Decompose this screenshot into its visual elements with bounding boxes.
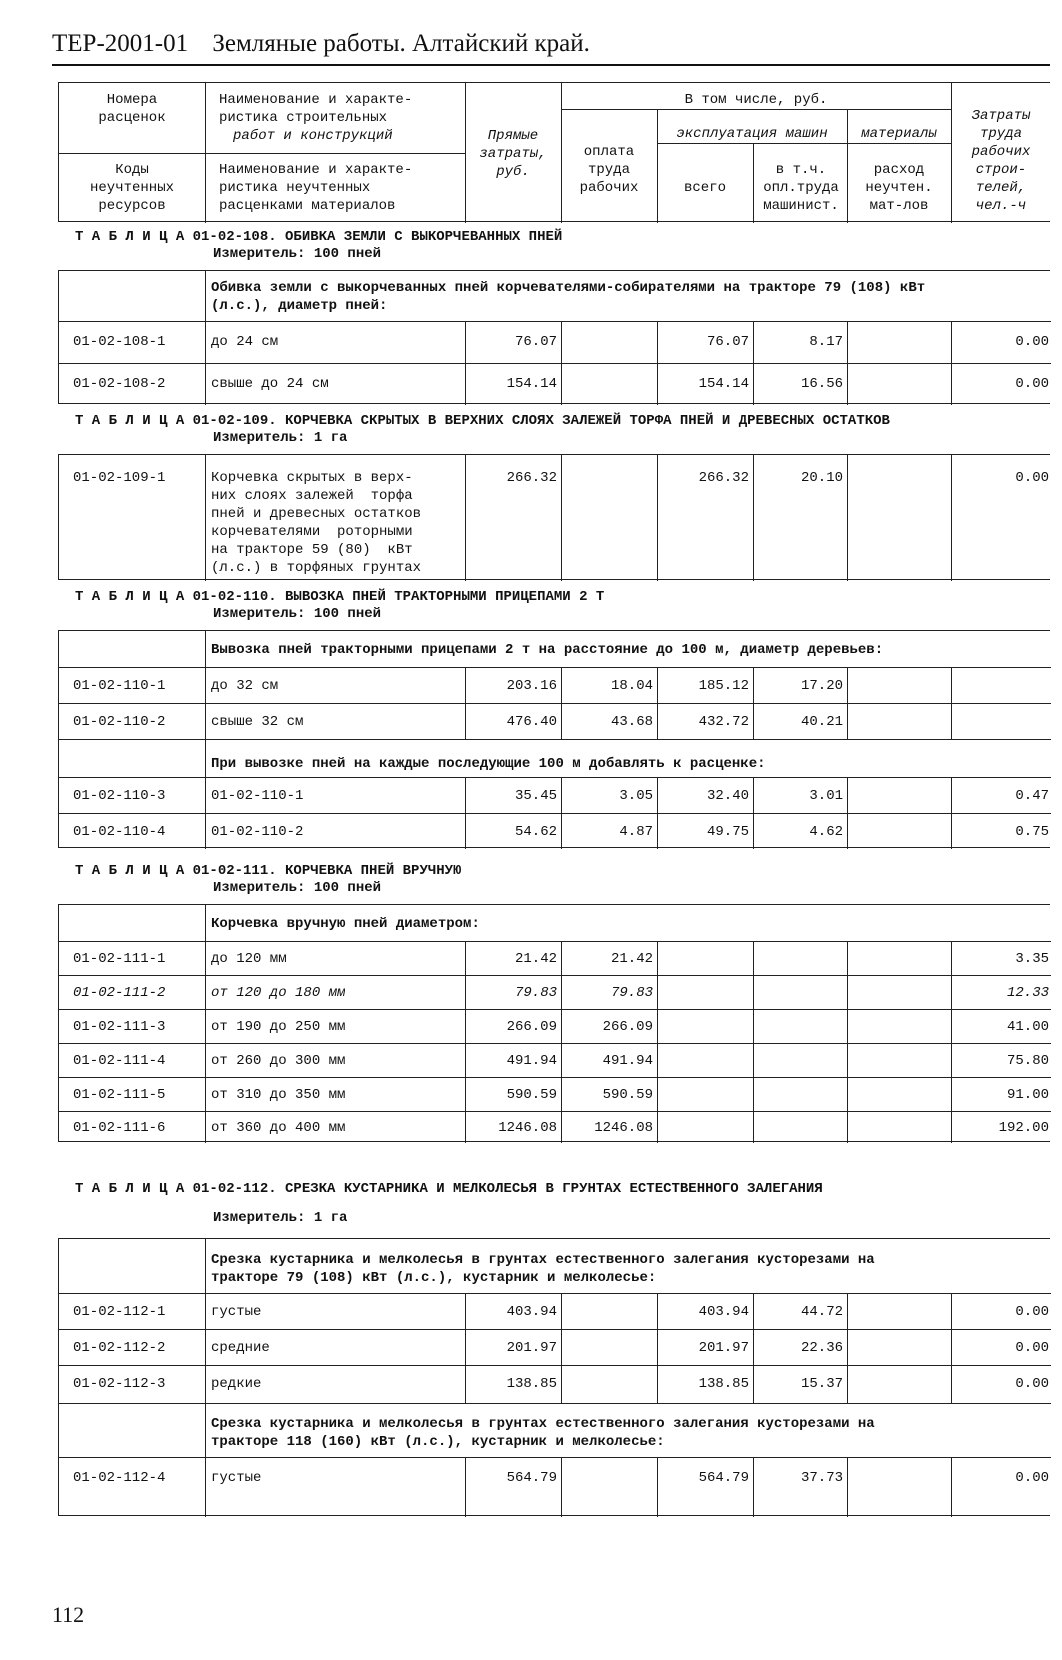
- rate-code: 01-02-112-3: [73, 1376, 166, 1392]
- direct-costs: 76.07: [514, 334, 557, 350]
- table-measure-111: Измеритель: 100 пней: [213, 880, 382, 896]
- rate-code: 01-02-112-2: [73, 1340, 166, 1356]
- rate-code: 01-02-112-4: [73, 1470, 166, 1486]
- labor-pay: 43.68: [610, 714, 653, 730]
- rate-code: 01-02-110-3: [73, 788, 166, 804]
- work-name: средние: [211, 1340, 270, 1356]
- work-name: до 24 см: [211, 334, 279, 350]
- header-machine-total: всего: [683, 180, 726, 196]
- direct-costs: 403.94: [506, 1304, 557, 1320]
- document-code: ТЕР-2001-01: [52, 30, 189, 57]
- direct-costs: 266.09: [506, 1019, 557, 1035]
- work-name: густые: [211, 1304, 262, 1320]
- labor-hours: 0.00: [1015, 1304, 1049, 1320]
- group-title: Вывозка пней тракторными прицепами 2 т на расстояние до 100 м, диаметр деревьев:: [211, 642, 884, 658]
- direct-costs: 79.83: [514, 985, 557, 1001]
- header-rule: [52, 64, 1050, 66]
- table-measure-110: Измеритель: 100 пней: [213, 606, 382, 622]
- work-name: до 120 мм: [211, 951, 287, 967]
- work-name: 01-02-110-2: [211, 824, 304, 840]
- work-name: от 260 до 300 мм: [211, 1053, 346, 1069]
- column-header: [58, 82, 1050, 222]
- rate-code: 01-02-110-4: [73, 824, 166, 840]
- header-direct-costs: Прямые затраты, руб.: [479, 128, 547, 180]
- labor-hours: 0.47: [1015, 788, 1049, 804]
- work-name: редкие: [211, 1376, 262, 1392]
- labor-hours: 0.75: [1015, 824, 1049, 840]
- header-labor-hours: Затраты труда рабочих строи- телей, чел.-ч: [971, 108, 1031, 214]
- table-109: [58, 454, 1050, 580]
- header-machine-operation: эксплуатация машин: [676, 126, 828, 142]
- header-material-name: Наименование и характе- ристика неучтенных расценками материалов: [219, 162, 413, 214]
- labor-pay: 21.42: [610, 951, 653, 967]
- header-material-consumption: расход неучтен. мат-лов: [865, 162, 933, 214]
- header-work-name: Наименование и характе- ристика строительных: [219, 92, 413, 126]
- table-111: [58, 904, 1050, 1142]
- machinist-pay: 17.20: [800, 678, 843, 694]
- rate-code: 01-02-111-3: [73, 1019, 166, 1035]
- labor-pay: 1246.08: [594, 1120, 653, 1136]
- header-labor-pay: оплата труда рабочих: [579, 144, 639, 196]
- labor-hours: 0.00: [1015, 1376, 1049, 1392]
- group-title: Корчевка вручную пней диаметром:: [211, 916, 480, 932]
- group-title: Срезка кустарника и мелколесья в грунтах естественного залегания кусторезами на тракторе 118 (160) кВт (л.с.), кустарник и мелколесье:: [211, 1416, 875, 1450]
- header-including: В том числе, руб.: [684, 92, 828, 108]
- labor-hours: 3.35: [1015, 951, 1049, 967]
- table-caption-112: Т А Б Л И Ц А 01-02-112. СРЕЗКА КУСТАРНИКА И МЕЛКОЛЕСЬЯ В ГРУНТАХ ЕСТЕСТВЕННОГО ЗАЛЕГАНИЯ: [75, 1181, 823, 1197]
- page-number: 112: [52, 1602, 85, 1627]
- group-title: Обивка земли с выкорчеванных пней корчевателями-собирателями на тракторе 79 (108) кВт (л.с.), диаметр пней:: [211, 280, 926, 314]
- work-name: от 190 до 250 мм: [211, 1019, 346, 1035]
- machinist-pay: 4.62: [809, 824, 843, 840]
- labor-hours: 0.00: [1015, 334, 1049, 350]
- labor-pay: 3.05: [619, 788, 653, 804]
- table-caption-110: Т А Б Л И Ц А 01-02-110. ВЫВОЗКА ПНЕЙ ТРАКТОРНЫМИ ПРИЦЕПАМИ 2 Т: [75, 589, 605, 605]
- machine-total: 32.40: [706, 788, 749, 804]
- table-measure-108: Измеритель: 100 пней: [213, 246, 382, 262]
- rate-code: 01-02-111-2: [73, 985, 166, 1001]
- rate-code: 01-02-111-1: [73, 951, 166, 967]
- labor-hours: 192.00: [998, 1120, 1049, 1136]
- machine-total: 49.75: [706, 824, 749, 840]
- machine-total: 76.07: [706, 334, 749, 350]
- rate-code: 01-02-110-2: [73, 714, 166, 730]
- labor-pay: 79.83: [610, 985, 653, 1001]
- rate-code: 01-02-111-5: [73, 1087, 166, 1103]
- rate-code: 01-02-110-1: [73, 678, 166, 694]
- table-110: [58, 630, 1050, 848]
- direct-costs: 54.62: [514, 824, 557, 840]
- rate-code: 01-02-111-6: [73, 1120, 166, 1136]
- work-name: от 310 до 350 мм: [211, 1087, 346, 1103]
- direct-costs: 1246.08: [498, 1120, 557, 1136]
- rate-code: 01-02-112-1: [73, 1304, 166, 1320]
- work-name: свыше 32 см: [211, 714, 304, 730]
- machinist-pay: 37.73: [800, 1470, 843, 1486]
- machinist-pay: 15.37: [800, 1376, 843, 1392]
- machinist-pay: 20.10: [800, 470, 843, 486]
- header-work-name-italic: работ и конструкций: [233, 128, 393, 144]
- rate-code: 01-02-109-1: [73, 470, 166, 486]
- labor-hours: 91.00: [1006, 1087, 1049, 1103]
- labor-pay: 266.09: [602, 1019, 653, 1035]
- header-machinist-pay: в т.ч. опл.труда машинист.: [763, 162, 839, 214]
- table-caption-111: Т А Б Л И Ц А 01-02-111. КОРЧЕВКА ПНЕЙ ВРУЧНУЮ: [75, 863, 462, 879]
- machinist-pay: 8.17: [809, 334, 843, 350]
- machinist-pay: 22.36: [800, 1340, 843, 1356]
- work-name: Корчевка скрытых в верх- них слоях залежей торфа пней и древесных остатков корчевателями роторными на тракторе 59 (80) кВт (л.с.) в торфяных грунтах: [211, 470, 422, 576]
- machine-total: 138.85: [698, 1376, 749, 1392]
- header-materials: материалы: [861, 126, 937, 142]
- machinist-pay: 40.21: [800, 714, 843, 730]
- labor-pay: 491.94: [602, 1053, 653, 1069]
- labor-hours: 12.33: [1006, 985, 1049, 1001]
- page-header: [52, 30, 590, 58]
- labor-pay: 18.04: [610, 678, 653, 694]
- work-name: 01-02-110-1: [211, 788, 304, 804]
- direct-costs: 266.32: [506, 470, 557, 486]
- machine-total: 564.79: [698, 1470, 749, 1486]
- direct-costs: 491.94: [506, 1053, 557, 1069]
- rate-code: 01-02-108-2: [73, 376, 166, 392]
- direct-costs: 564.79: [506, 1470, 557, 1486]
- direct-costs: 476.40: [506, 714, 557, 730]
- labor-hours: 75.80: [1006, 1053, 1049, 1069]
- table-measure-112: Измеритель: 1 га: [213, 1210, 348, 1226]
- machine-total: 201.97: [698, 1340, 749, 1356]
- machine-total: 266.32: [698, 470, 749, 486]
- table-caption-109: Т А Б Л И Ц А 01-02-109. КОРЧЕВКА СКРЫТЫХ В ВЕРХНИХ СЛОЯХ ЗАЛЕЖЕЙ ТОРФА ПНЕЙ И ДРЕВЕСНЫХ ОСТАТКОВ: [75, 413, 890, 429]
- table-112: [58, 1238, 1050, 1516]
- direct-costs: 138.85: [506, 1376, 557, 1392]
- work-name: до 32 см: [211, 678, 279, 694]
- direct-costs: 21.42: [514, 951, 557, 967]
- direct-costs: 154.14: [506, 376, 557, 392]
- labor-pay: 590.59: [602, 1087, 653, 1103]
- machinist-pay: 3.01: [809, 788, 843, 804]
- rate-code: 01-02-108-1: [73, 334, 166, 350]
- group-title: При вывозке пней на каждые последующие 100 м добавлять к расценке:: [211, 756, 766, 772]
- labor-pay: 4.87: [619, 824, 653, 840]
- group-title: Срезка кустарника и мелколесья в грунтах естественного залегания кусторезами на тракторе 79 (108) кВт (л.с.), кустарник и мелколесье:: [211, 1252, 875, 1286]
- header-resource-codes: Коды неучтенных ресурсов: [89, 162, 174, 214]
- document-title: Земляные работы. Алтайский край.: [212, 30, 590, 57]
- direct-costs: 203.16: [506, 678, 557, 694]
- labor-hours: 0.00: [1015, 1470, 1049, 1486]
- work-name: от 120 до 180 мм: [211, 985, 346, 1001]
- rate-code: 01-02-111-4: [73, 1053, 166, 1069]
- direct-costs: 590.59: [506, 1087, 557, 1103]
- direct-costs: 35.45: [514, 788, 557, 804]
- machine-total: 403.94: [698, 1304, 749, 1320]
- direct-costs: 201.97: [506, 1340, 557, 1356]
- work-name: свыше до 24 см: [211, 376, 329, 392]
- machine-total: 432.72: [698, 714, 749, 730]
- work-name: от 360 до 400 мм: [211, 1120, 346, 1136]
- header-rate-numbers: Номера расценок: [98, 92, 166, 126]
- machinist-pay: 16.56: [800, 376, 843, 392]
- labor-hours: 0.00: [1015, 1340, 1049, 1356]
- table-measure-109: Измеритель: 1 га: [213, 430, 348, 446]
- labor-hours: 0.00: [1015, 376, 1049, 392]
- labor-hours: 41.00: [1006, 1019, 1049, 1035]
- table-108: [58, 270, 1050, 404]
- labor-hours: 0.00: [1015, 470, 1049, 486]
- table-caption-108: Т А Б Л И Ц А 01-02-108. ОБИВКА ЗЕМЛИ С ВЫКОРЧЕВАННЫХ ПНЕЙ: [75, 229, 563, 245]
- work-name: густые: [211, 1470, 262, 1486]
- machinist-pay: 44.72: [800, 1304, 843, 1320]
- machine-total: 154.14: [698, 376, 749, 392]
- machine-total: 185.12: [698, 678, 749, 694]
